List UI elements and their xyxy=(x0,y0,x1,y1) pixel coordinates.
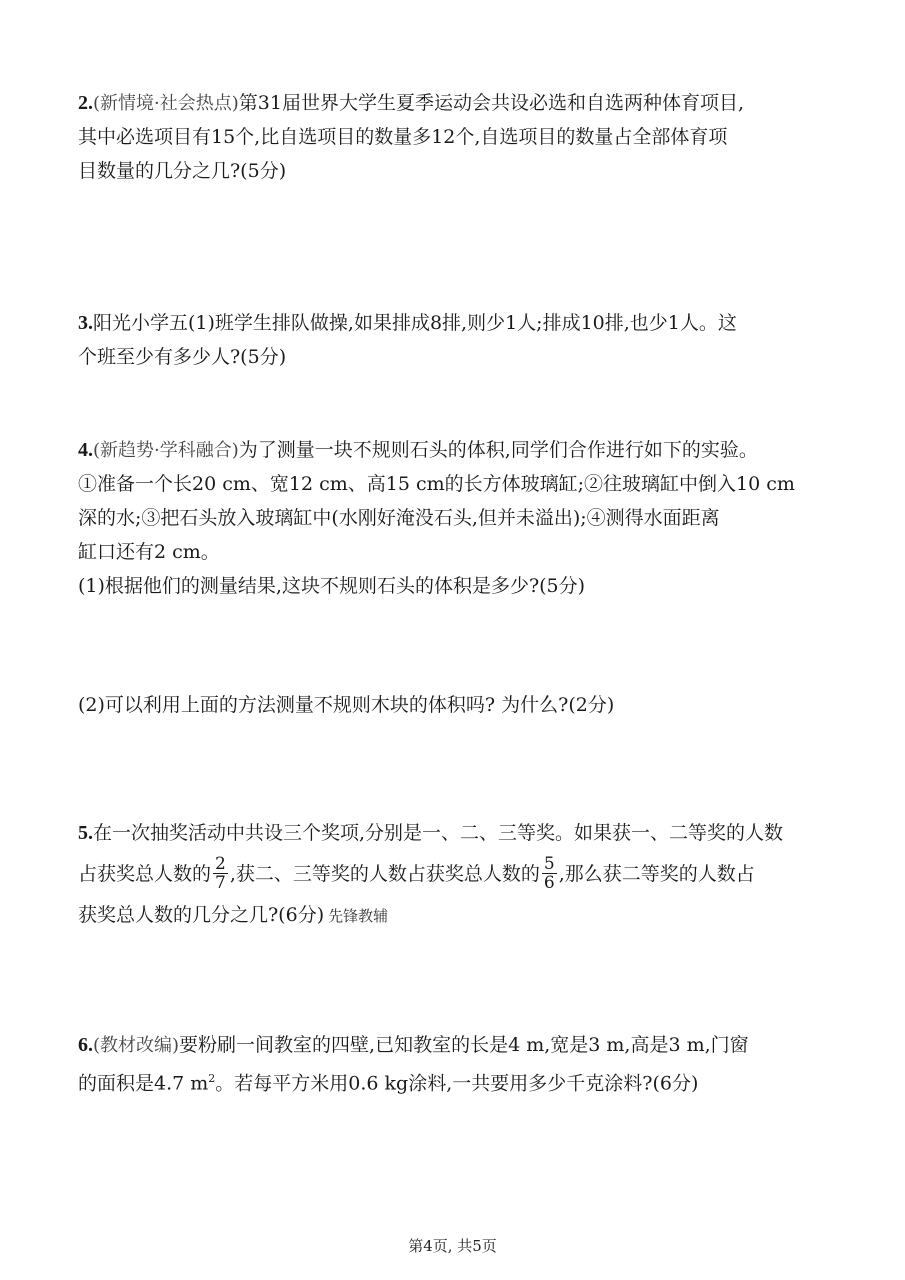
question-4-part-2 xyxy=(78,688,818,722)
question-text: 。若每平方米用0.6 kg涂料,一共要用多少千克涂料?(6分) xyxy=(215,1072,699,1095)
question-2-line-3: 目数量的几分之几?(5分) xyxy=(78,160,287,182)
question-text: 第31届世界大学生夏季运动会共设必选和自选两种体育项目, xyxy=(238,92,744,114)
question-4 xyxy=(78,433,818,603)
question-number: 5. xyxy=(78,822,93,844)
question-4-line-3: 深的水;③把石头放入玻璃缸中(水刚好淹没石头,但并未溢出);④测得水面距离 xyxy=(78,507,720,529)
fraction-numerator: 2 xyxy=(215,853,226,874)
question-3-line-1 xyxy=(78,306,818,340)
question-text: ,那么获二等奖的人数占 xyxy=(558,863,755,885)
question-3 xyxy=(78,306,818,374)
fraction-five-sixths xyxy=(542,855,557,892)
question-2-line-1 xyxy=(78,86,818,120)
question-4-line-2: ①准备一个长20 cm、宽12 cm、高15 cm的长方体玻璃缸;②往玻璃缸中倒入10 cm xyxy=(78,473,795,495)
question-4-line-4: 缸口还有2 cm。 xyxy=(78,541,220,563)
question-text: 在一次抽奖活动中共设三个奖项,分别是一、二、三等奖。如果获一、二等奖的人数 xyxy=(93,822,784,844)
question-5-line-3 xyxy=(78,898,818,932)
publisher-watermark: 先锋教辅 xyxy=(328,907,389,925)
question-6-line-2 xyxy=(78,1062,818,1096)
question-number: 2. xyxy=(78,92,93,114)
question-3-line-2: 个班至少有多少人?(5分) xyxy=(78,346,287,368)
question-4-subquestion-1: (1)根据他们的测量结果,这块不规则石头的体积是多少?(5分) xyxy=(78,575,586,597)
question-tag: (教材改编) xyxy=(93,1035,180,1056)
fraction-numerator: 5 xyxy=(543,853,555,874)
question-text: 获奖总人数的几分之几?(6分) xyxy=(78,904,325,926)
question-text: 为了测量一块不规则石头的体积,同学们合作进行如下的实验。 xyxy=(238,439,758,461)
question-text: 要粉刷一间教室的四壁,已知教室的长是4 m,宽是3 m,高是3 m,门窗 xyxy=(179,1034,749,1056)
question-2 xyxy=(78,86,818,188)
question-6-line-1 xyxy=(78,1028,818,1062)
question-2-line-2: 其中必选项目有15个,比自选项目的数量多12个,自选项目的数量占全部体育项 xyxy=(78,126,728,148)
question-text: 的面积是4.7 m xyxy=(78,1072,209,1095)
question-tag: (新趋势·学科融合) xyxy=(93,440,239,461)
question-5-line-2 xyxy=(78,850,818,898)
question-6 xyxy=(78,1028,818,1096)
question-4-subquestion-2: (2)可以利用上面的方法测量不规则木块的体积吗? 为什么?(2分) xyxy=(78,694,615,716)
question-text: 阳光小学五(1)班学生排队做操,如果排成8排,则少1人;排成10排,也少1人。这 xyxy=(93,312,737,334)
question-number: 3. xyxy=(78,312,93,334)
question-5-line-1 xyxy=(78,816,818,850)
superscript: 2 xyxy=(208,1072,216,1085)
question-4-line-1 xyxy=(78,433,818,467)
fraction-two-sevenths xyxy=(213,855,228,892)
fraction-denominator: 7 xyxy=(215,872,226,893)
question-number: 4. xyxy=(78,439,93,461)
question-5 xyxy=(78,816,818,932)
fraction-denominator: 6 xyxy=(543,872,555,893)
question-text: 占获奖总人数的 xyxy=(78,863,212,885)
question-text: ,获二、三等奖的人数占获奖总人数的 xyxy=(229,863,540,885)
question-tag: (新情境·社会热点) xyxy=(93,93,239,114)
question-number: 6. xyxy=(78,1034,93,1056)
page-number-footer: 第4页, 共5页 xyxy=(408,1237,497,1255)
